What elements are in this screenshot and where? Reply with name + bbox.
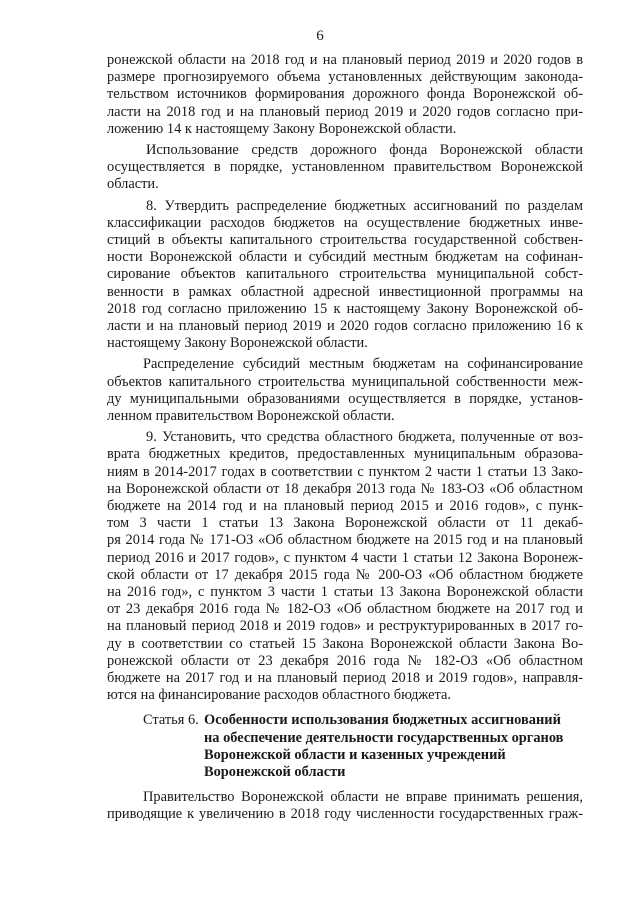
text-line: ленном правительством Воронежской области. [107, 408, 395, 424]
text-line: ласти и на плановый период 2019 и 2020 годов согласно приложению 16 к [107, 318, 583, 334]
text-line: области. [107, 176, 159, 193]
text-line: венности в рамках областной адресной инвестиционной программы на [107, 283, 583, 300]
text-line: приводящие к увеличению в 2018 году численности государственных граж- [107, 806, 583, 823]
article-title-line: на обеспечение деятельности государственных органов [204, 729, 564, 746]
text-line: период 2016 и 2017 годов», с пунктом 4 части 1 статьи 12 Закона Воронеж- [107, 549, 583, 566]
text-line: стиций в объекты капитального строительства государственной собствен- [107, 232, 583, 248]
text-line: ются на финансирование расходов областного бюджета. [107, 687, 451, 704]
article-number: Статья 6. [143, 712, 199, 729]
article-title-line: Воронежской области и казенных учреждений [204, 746, 506, 763]
text-line: Использование средств дорожного фонда Воронежской области [146, 142, 583, 158]
text-line: Распределение субсидий местным бюджетам на софинансирование [143, 356, 583, 373]
text-line: ниям в 2014-2017 годах в соответствии с пунктом 2 части 1 статьи 13 Зако- [107, 463, 583, 480]
text-line: ронежской области на 2018 год и на плановый период 2019 и 2020 годов в [107, 52, 583, 68]
text-line: бюджете на 2014 год и на плановый период 2015 и 2016 годов», с пунк- [107, 498, 583, 514]
text-line: настоящему Закону Воронежской области. [107, 335, 368, 352]
text-line: классификации расходов бюджетов на осуществление бюджетных инве- [107, 214, 583, 231]
text-line: на Воронежской области от 18 декабря 2013 года № 183-ОЗ «Об областном [107, 480, 583, 497]
text-line: том 3 части 1 статьи 13 Закона Воронежской области от 11 декаб- [107, 515, 583, 532]
text-line: от 23 декабря 2016 года № 182-ОЗ «Об областном бюджете на 2017 год и [107, 601, 583, 618]
text-line: 2018 год согласно приложению 15 к настоящему Закону Воронежской об- [107, 300, 583, 317]
text-line: объектов капитального строительства муниципальной собственности меж- [107, 373, 583, 390]
text-line: 9. Установить, что средства областного бюджета, полученные от воз- [146, 429, 583, 446]
text-line: ской области от 17 декабря 2015 года № 200-ОЗ «Об областном бюджете [107, 566, 583, 583]
text-line: тельством источников формирования дорожного фонда Воронежской об- [107, 86, 583, 103]
text-line: сирование объектов капитального строительства муниципальной собст- [107, 266, 583, 283]
text-line: Правительство Воронежской области не вправе принимать решения, [143, 789, 583, 806]
text-line: ду в соответствии со статьей 15 Закона Воронежской области Закона Во- [107, 635, 583, 652]
text-line: ря 2014 года № 171-ОЗ «Об областном бюджете на 2015 год и на плановый [107, 532, 583, 549]
text-line: ложению 14 к настоящему Закону Воронежской области. [107, 120, 457, 137]
text-line: осуществляется в порядке, установленном правительством Воронежской [107, 159, 583, 176]
page-number: 6 [316, 28, 324, 44]
text-line: ду муниципальными образованиями осуществляется в порядке, установ- [107, 390, 583, 407]
text-line: ности Воронежской области и субсидий местным бюджетам на софинан- [107, 249, 583, 266]
text-line: 8. Утвердить распределение бюджетных ассигнований по разделам [146, 197, 583, 214]
article-title-line: Воронежской области [204, 764, 346, 780]
text-line: бюджете на 2017 год и на плановый период 2018 и 2019 годов», направля- [107, 670, 583, 686]
text-line: врата бюджетных кредитов, предоставленных муниципальным образова- [107, 446, 583, 463]
text-line: размере прогнозируемого объема установленных действующим законода- [107, 69, 583, 86]
text-line: ласти на 2018 год и на плановый период 2019 и 2020 годов согласно при- [107, 103, 583, 120]
text-line: ронежской области от 23 декабря 2016 года № 182-ОЗ «Об областном [107, 652, 583, 669]
text-line: на 2016 год», с пунктом 3 части 1 статьи 13 Закона Воронежской области [107, 584, 583, 600]
article-title-line: Особенности использования бюджетных ассигнований [204, 712, 561, 729]
text-line: на плановый период 2018 и 2019 годов» и реструктурированных в 2017 го- [107, 618, 583, 635]
